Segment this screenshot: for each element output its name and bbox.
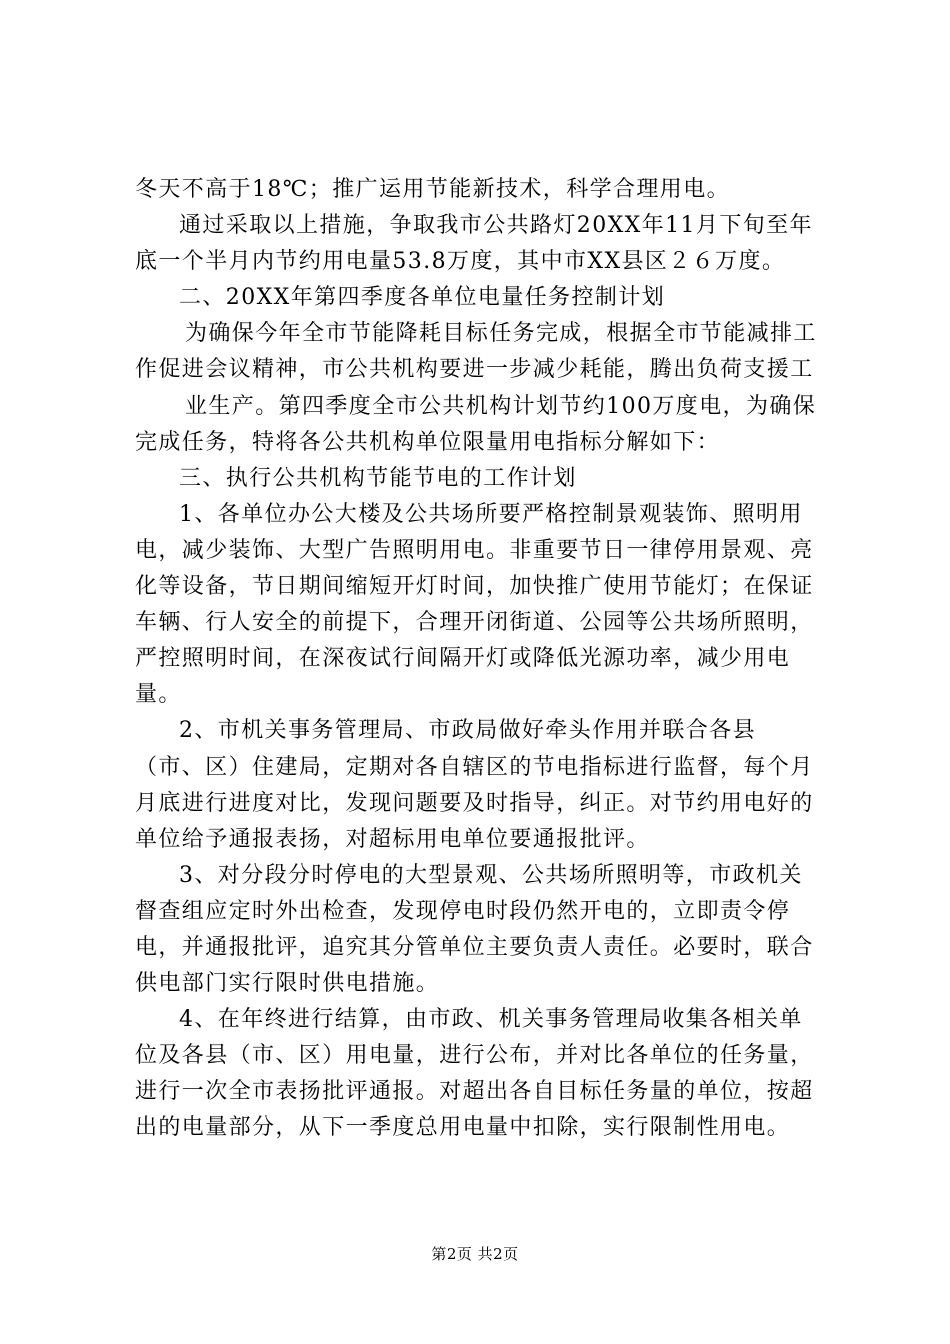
section-heading-3: 三、执行公共机构节能节电的工作计划: [179, 465, 577, 491]
paragraph-continuation: 冬天不高于18℃；推广运用节能新技术，科学合理用电。: [135, 177, 731, 202]
paragraph-plan-target: 业生产。第四季度全市公共机构计划节约100万度电，为确保完成任务，特将各公共机构单位限量用电指标分解如下：: [135, 393, 817, 455]
page-footer: [0, 1243, 950, 1264]
paragraph-plan-intro: 为确保今年全市节能降耗目标任务完成，根据全市节能减排工作促进会议精神，市公共机构要进一步减少耗能，腾出负荷支援工: [135, 321, 817, 383]
list-item-1: 1、各单位办公大楼及公共场所要严格控制景观装饰、照明用电，减少装饰、大型广告照明用电。非重要节日一律停用景观、亮化等设备，节日期间缩短开灯时间，加快推广使用节能灯；在保证车辆、行人安全的前提下，合理开闭街道、公园等公共场所照明，严控照明时间，在深夜试行间隔开灯或降低光源功率，减少用电量。: [135, 501, 814, 708]
list-item-4: 4、在年终进行结算，由市政、机关事务管理局收集各相关单位及各县（市、区）用电量，进行公布，并对比各单位的任务量，进行一次全市表扬批评通报。对超出各自目标任务量的单位，按超出的电量部分，从下一季度总用电量中扣除，实行限制性用电。: [135, 1007, 814, 1141]
paragraph-measures-result: 通过采取以上措施，争取我市公共路灯20XX年11月下旬至年底一个半月内节约用电量53.8万度，其中市XX县区２６万度。: [135, 213, 813, 275]
section-heading-2: 二、20XX年第四季度各单位电量任务控制计划: [179, 285, 666, 311]
document-body: [135, 172, 825, 1147]
list-item-2: 2、市机关事务管理局、市政局做好牵头作用并联合各县（市、区）住建局，定期对各自辖区的节电指标进行监督，每个月月底进行进度对比，发现问题要及时指导，纠正。对节约用电好的单位给予通报表扬，对超标用电单位要通报批评。: [135, 718, 814, 852]
list-item-3: 3、对分段分时停电的大型景观、公共场所照明等，市政机关督查组应定时外出检查，发现停电时段仍然开电的，立即责令停电，并通报批评，追究其分管单位主要负责人责任。必要时，联合供电部门实行限时供电措施。: [135, 862, 814, 997]
page-number: 第2页 共2页: [431, 1245, 519, 1263]
